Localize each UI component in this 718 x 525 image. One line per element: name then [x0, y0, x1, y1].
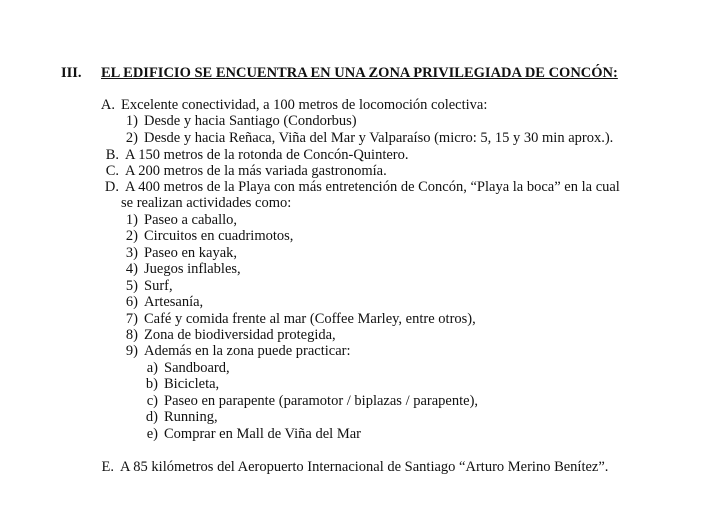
item-d [104, 179, 620, 195]
list-item [145, 376, 220, 392]
list-item [146, 393, 479, 409]
item-marker: 7) [125, 311, 138, 327]
item-text: Bicicleta, [164, 376, 220, 392]
item-d-continuation: se realizan actividades como: [121, 195, 292, 211]
item-marker: 3) [125, 245, 138, 261]
list-item [146, 360, 230, 376]
item-marker: B. [105, 147, 119, 163]
item-text: Running, [164, 409, 218, 425]
item-marker: e) [146, 426, 158, 442]
list-item [125, 261, 241, 277]
item-marker: 6) [125, 294, 138, 310]
item-text: A 400 metros de la Playa con más entretención de Concón, “Playa la boca” en la cual [125, 179, 620, 195]
item-marker: D. [104, 179, 119, 195]
item-marker: d) [145, 409, 158, 425]
item-text: A 85 kilómetros del Aeropuerto Internacional de Santiago “Arturo Merino Benítez”. [120, 459, 609, 475]
item-b [105, 147, 409, 163]
item-c [105, 163, 387, 179]
item-marker: 1) [125, 212, 138, 228]
item-text: Circuitos en cuadrimotos, [144, 228, 294, 244]
item-marker: 1) [125, 113, 138, 129]
item-marker: 9) [125, 343, 138, 359]
item-text: Sandboard, [164, 360, 230, 376]
item-e [101, 459, 609, 475]
item-marker: a) [146, 360, 158, 376]
section-title: EL EDIFICIO SE ENCUENTRA EN UNA ZONA PRIVILEGIADA DE CONCÓN: [101, 65, 618, 81]
item-text: Excelente conectividad, a 100 metros de locomoción colectiva: [121, 97, 488, 113]
list-item [125, 130, 614, 146]
list-item [125, 113, 357, 129]
item-text: Surf, [144, 278, 173, 294]
item-marker: 8) [125, 327, 138, 343]
item-text: A 200 metros de la más variada gastronomía. [125, 163, 387, 179]
item-text: Café y comida frente al mar (Coffee Marley, entre otros), [144, 311, 476, 327]
list-item [125, 311, 476, 327]
list-item [125, 212, 238, 228]
list-item [125, 278, 173, 294]
list-item [125, 343, 351, 359]
item-marker: 5) [125, 278, 138, 294]
item-marker: 2) [125, 228, 138, 244]
list-item [125, 228, 294, 244]
item-marker: 2) [125, 130, 138, 146]
item-marker: E. [101, 459, 114, 475]
item-text: Desde y hacia Reñaca, Viña del Mar y Valparaíso (micro: 5, 15 y 30 min aprox.). [144, 130, 614, 146]
item-text: Juegos inflables, [144, 261, 241, 277]
item-text: Paseo en parapente (paramotor / biplazas / parapente), [164, 393, 479, 409]
list-item [125, 245, 238, 261]
item-marker: b) [145, 376, 158, 392]
item-text: Desde y hacia Santiago (Condorbus) [144, 113, 357, 129]
list-item [125, 294, 204, 310]
section-numeral: III. [61, 65, 82, 81]
item-marker: A. [100, 97, 115, 113]
list-item [146, 426, 361, 442]
item-marker: 4) [125, 261, 138, 277]
item-a [100, 97, 488, 113]
item-text: A 150 metros de la rotonda de Concón-Quintero. [125, 147, 409, 163]
item-marker: C. [105, 163, 119, 179]
item-text: Comprar en Mall de Viña del Mar [164, 426, 361, 442]
item-text: Paseo a caballo, [144, 212, 238, 228]
item-text: Paseo en kayak, [144, 245, 238, 261]
list-item [125, 327, 336, 343]
item-text: Zona de biodiversidad protegida, [144, 327, 336, 343]
item-text: Artesanía, [144, 294, 204, 310]
item-text: Además en la zona puede practicar: [144, 343, 351, 359]
item-marker: c) [146, 393, 158, 409]
list-item [145, 409, 218, 425]
